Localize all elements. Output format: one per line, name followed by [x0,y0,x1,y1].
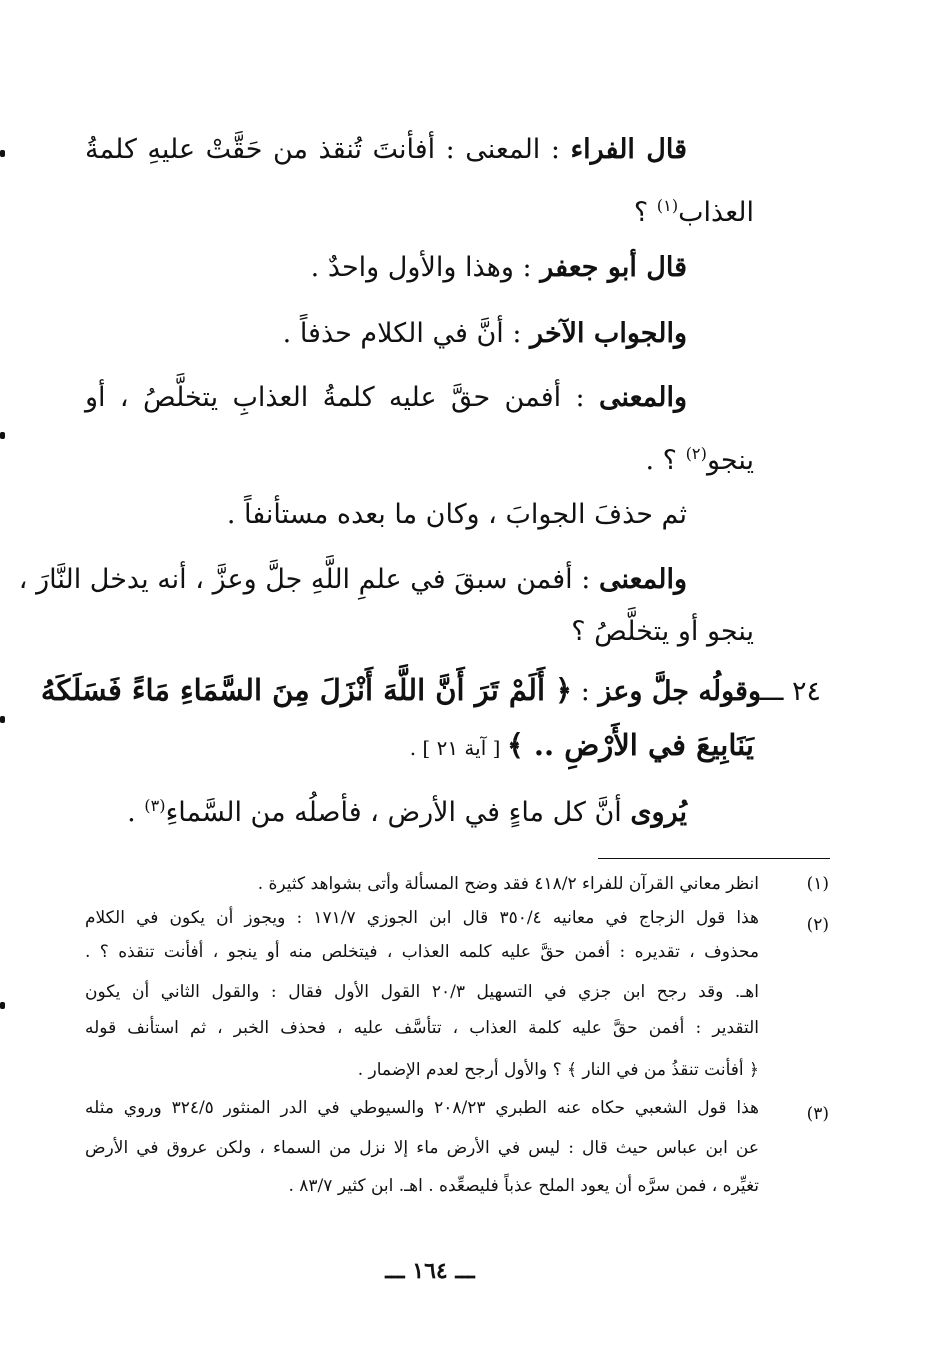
verse-number: ٢٤ ـــ [759,676,821,707]
footnote-ref: (١) [656,196,679,215]
paragraph-text: ؟ . [645,445,686,476]
scan-mark [0,1002,5,1009]
paragraph-text: : أفمن سبقَ في علمِ اللَّهِ جلَّ وعزَّ ، أنه يدخل النَّارَ ، [18,564,599,595]
footnote-ref: (٣) [144,796,166,815]
quran-verse: يَنَابِيعَ في الأَرْضِ .. ﴾ [506,728,754,762]
paragraph-text: ؟ [633,197,657,228]
paragraph-5 [227,495,687,535]
footnote-ref: (٢) [685,444,707,463]
lead-text: يُروى [630,797,687,828]
paragraph-4-line-2 [646,434,754,481]
paragraph-6-line-2 [571,612,754,652]
paragraph-4-line-1 [85,378,687,418]
scan-mark [0,150,5,157]
verse-line-1 [40,670,821,712]
paragraph-text: العذاب [678,197,754,228]
footnote-line: انظر معاني القرآن للفراء ٤١٨/٢ فقد وضح المسألة وأتى بشواهد كثيرة . [257,874,759,894]
paragraph-text: ثم حذفَ الجوابَ ، وكان ما بعده مستأنفاً . [226,499,687,530]
paragraph-text: ينجو [706,445,754,476]
verse-line-2 [410,725,754,768]
paragraph-text: ينجو أو يتخلَّصُ ؟ [571,616,754,647]
lead-text: والمعنى [598,382,687,413]
paragraph-1-line-2 [634,186,754,233]
footnote-number: (١) [806,874,829,894]
scan-mark [0,716,5,723]
scan-mark [0,432,5,439]
lead-text: والجواب الآخر [530,318,687,349]
footnote-number: (٣) [806,1104,829,1124]
paragraph-6-line-1 [18,560,687,600]
footnote-line: التقدير : أفمن حقَّ عليه كلمة العذاب ، تتأسَّف عليه ، فحذف الخبر ، ثم استأنف قوله [85,1018,759,1038]
paragraph-text: : [572,676,599,707]
page-number: ـــ ١٦٤ ـــ [385,1258,475,1284]
paragraph-1-line-1 [85,130,687,170]
lead-text: والمعنى [598,564,687,595]
footnote-line: تغيِّره ، فمن سرَّه أن يعود الملح عذباً فليصعِّده . اهـ. ابن كثير ٨٣/٧ . [288,1176,759,1196]
paragraph-text: : أنَّ في الكلام حذفاً . [282,318,531,349]
ayah-reference: [ آية ٢١ ] . [409,736,507,760]
paragraph-text: : المعنى : أفأنتَ تُنقذ من حَقَّتْ عليهِ كلمةُ [85,134,571,165]
paragraph-text: . [127,797,145,828]
footnote-line: عن ابن عباس حيث قال : ليس في الأرض ماء إلا نزل من السماء ، ولكن عروق في الأرض [85,1138,759,1158]
paragraph-text: أنَّ كل ماءٍ في الأرض ، فأصلُه من السَّماءِ [165,797,631,828]
footnote-number: (٢) [806,915,829,935]
paragraph-2 [311,248,687,288]
paragraph-text: : وهذا والأول واحدٌ . [310,252,541,283]
lead-text: وقولُه جلَّ وعز [598,676,761,707]
footnote-line: ﴿ أفأنت تنقذُ من في النار ﴾ ؟ والأول أرجح لعدم الإضمار . [357,1060,759,1080]
paragraph-text: : أفمن حقَّ عليه كلمةُ العذابِ يتخلَّصُ ، أو [85,382,599,413]
quran-verse: ﴿ أَلَمْ تَرَ أَنَّ اللَّهَ أَنْزَلَ مِنَ السَّمَاءِ مَاءً فَسَلَكَهُ [40,673,573,707]
lead-text: قال الفراء [570,134,688,165]
paragraph-3 [283,314,687,354]
footnote-separator [598,858,830,859]
paragraph-7 [127,786,687,833]
footnote-line: هذا قول الشعبي حكاه عنه الطبري ٢٠٨/٢٣ والسيوطي في الدر المنثور ٣٢٤/٥ وروي مثله [85,1098,759,1118]
lead-text: قال أبو جعفر [540,252,687,283]
footnote-line: محذوف ، تقديره : أفمن حقَّ عليه كلمه العذاب ، فيتخلص منه أو ينجو ، أفأنت تنقذه ؟ . [85,942,759,962]
footnote-line: اهـ. وقد رجح ابن جزي في التسهيل ٢٠/٣ القول الأول فقال : والقول الثاني أن يكون [85,982,759,1002]
footnote-line: هذا قول الزجاج في معانيه ٣٥٠/٤ قال ابن الجوزي ١٧١/٧ : ويجوز أن يكون في الكلام [85,908,760,928]
